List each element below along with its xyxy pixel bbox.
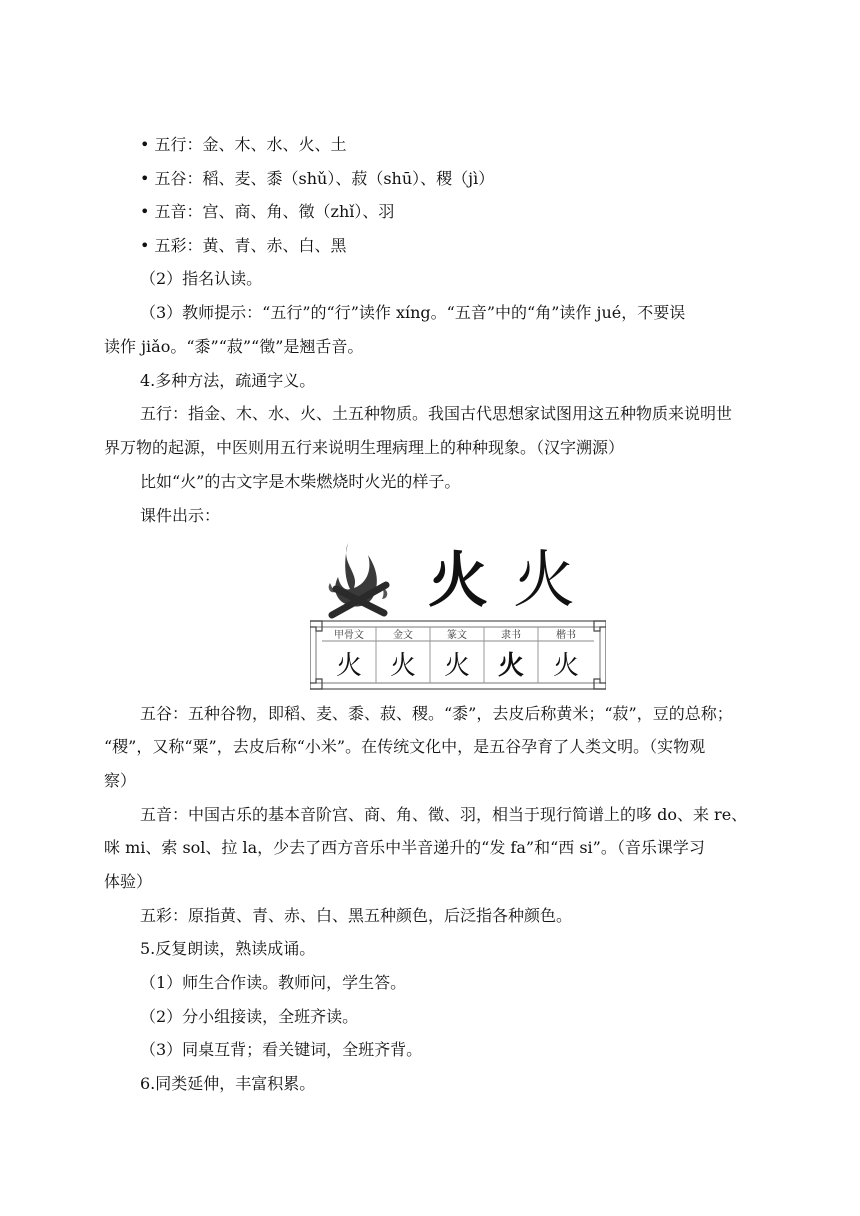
script-label: 金文 [393,630,413,641]
script-label: 甲骨文 [334,630,364,641]
section-heading: 6.同类延伸，丰富积累。 [140,1074,316,1093]
paragraph-line: 五谷：五种谷物，即稻、麦、黍、菽、稷。“黍”，去皮后称黄米；“菽”，豆的总称； [140,704,733,723]
script-glyph: 火 [335,651,363,681]
paragraph-line: “稷”，又称“粟”，去皮后称“小米”。在传统文化中，是五谷孕育了人类文明。（实物观 [104,737,706,756]
paragraph-line: 体验） [104,872,153,891]
fire-evolution-figure [310,533,606,693]
paragraph-line: 咪 mi、索 sol、拉 la，少去了西方音乐中半音递升的“发 fa”和“西 si”。（音乐课学习 [104,838,705,857]
script-label: 楷书 [556,630,576,641]
paragraph-line: 五音：中国古乐的基本音阶宫、商、角、徵、羽，相当于现行简谱上的哆 do、来 re、 [140,805,748,824]
script-glyph: 火 [497,651,525,681]
paragraph-line: 读作 jiǎo。“黍”“菽”“徵”是翘舌音。 [104,337,364,356]
paragraph-line: 比如“火”的古文字是木柴燃烧时火光的样子。 [140,472,461,491]
paragraph-line: （3）教师提示：“五行”的“行”读作 xíng。“五音”中的“角”读作 jué，不要误 [140,303,686,322]
fire-glyph-large: 火 [512,543,576,616]
section-heading: 4.多种方法，疏通字义。 [140,371,316,390]
paragraph-line: 察） [104,771,137,790]
script-label: 篆文 [447,630,467,641]
bullet-wuxing: • 五行：金、木、水、火、土 [140,135,347,154]
bullet-wucai: • 五彩：黄、青、赤、白、黑 [140,236,347,255]
paragraph-line: （1）师生合作读。教师问，学生答。 [140,973,407,992]
paragraph-line: 五彩：原指黄、青、赤、白、黑五种颜色，后泛指各种颜色。 [140,906,573,925]
fire-pictograph-icon [329,543,388,615]
paragraph-line: （2）指名认读。 [140,269,263,288]
paragraph-line: （2）分小组接读，全班齐读。 [140,1007,359,1026]
paragraph-line: （3）同桌互背；看关键词，全班齐背。 [140,1040,423,1059]
script-glyph: 火 [389,651,417,681]
script-glyph: 火 [552,651,580,681]
fire-glyph-large: 火 [428,546,488,616]
bullet-wugu: • 五谷：稻、麦、黍（shǔ）、菽（shū）、稷（jì） [140,169,495,188]
paragraph-line: 五行：指金、木、水、火、土五种物质。我国古代思想家试图用这五种物质来说明世 [140,404,733,423]
script-glyph: 火 [443,651,471,681]
paragraph-line: 界万物的起源，中医则用五行来说明生理病理上的种种现象。（汉字溯源） [104,438,625,457]
script-label: 隶书 [501,630,521,641]
bullet-wuyin: • 五音：宫、商、角、徵（zhǐ）、羽 [140,202,395,221]
section-heading: 5.反复朗读，熟读成诵。 [140,939,316,958]
paragraph-line: 课件出示： [140,506,221,525]
